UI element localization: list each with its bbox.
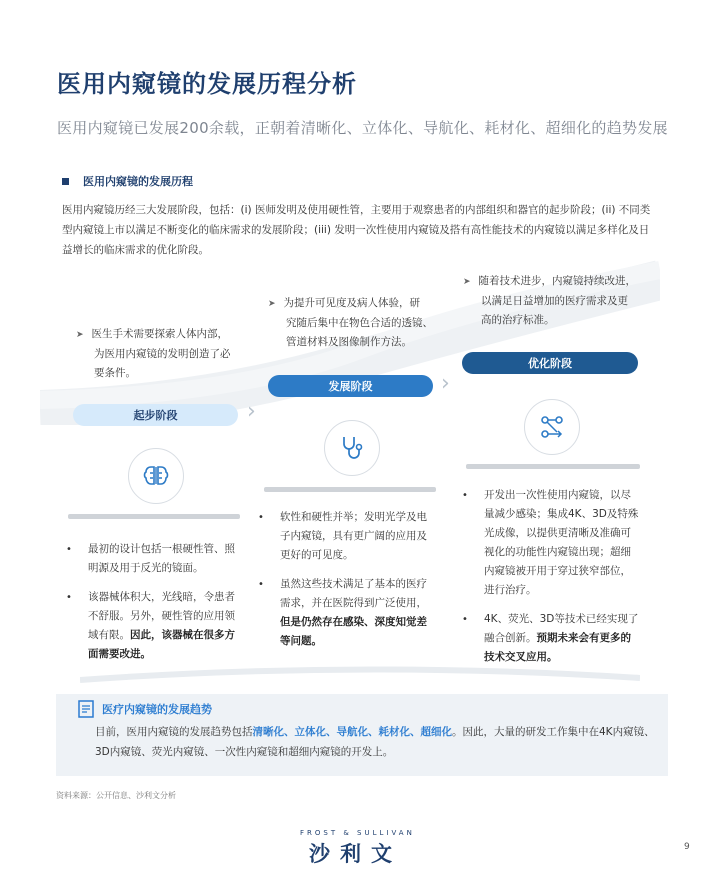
stage2-pill: 发展阶段 [268,375,433,397]
list-item: • 最初的设计包括一根硬性管、照 明源及用于反光的镜面。 [66,543,235,574]
trends-text: 目前，医用内窥镜的发展趋势包括清晰化、立体化、导航化、耗材化、超细化。因此，大量的研发工作集中在4K内窥镜、3D内窥镜、荧光内窥镜、一次性内窥镜和超细内窥镜的开发上。 [95,726,655,758]
chevron-right-icon: › [441,371,450,396]
stage2-icon-circle [324,420,380,476]
trends-heading: 医疗内窥镜的发展趋势 [78,700,212,718]
list-item: • 开发出一次性使用内窥镜，以尽 量减少感染；集成4K、3D及特殊 光成像，以提供更清晰及准确可 视化的功能性内窥镜出现；超细 内窥镜被开用于穿过狭窄部位， 进行治疗。 [462,489,639,596]
stage1-goal: ➤ 医生手术需要探索人体内部， 为医用内窥镜的发明创造了必 要条件。 [76,328,231,379]
stage1-bullets [66,540,246,674]
arrow-bullet-icon: ➤ [463,277,471,287]
stage3-divider [466,464,640,469]
list-item: • 软性和硬性并举；发明光学及电 子内窥镜，具有更广阔的应用及 更好的可见度。 [258,511,427,561]
stage3-pill: 优化阶段 [462,352,638,374]
stage3-icon-circle [524,399,580,455]
workflow-icon [537,412,567,442]
logo-text-cn: 沙利文 [309,842,402,866]
intro-paragraph: 医用内窥镜历经三大发展阶段，包括：(i) 医师发明及使用硬性管，主要用于观察患者的内部组织和器官的起步阶段；(ii) 不同类型内窥镜上市以满足不断变化的临床需求的发展阶段；(iii) 发明一次性使用内窥镜及搭有高性能技术的内窥镜以满足多样化及日益增长的临床需求的优化阶段。 [62,204,651,256]
brain-icon [141,461,171,491]
document-icon [78,700,94,718]
stage2-divider [264,487,436,492]
list-item: • 虽然这些技术满足了基本的医疗 需求，并在医院得到广泛使用， 但是仍然存在感染、深度知觉差 等问题。 [258,578,427,647]
arrow-bullet-icon: ➤ [76,330,84,340]
page-subtitle: 医用内窥镜已发展200余载，正朝着清晰化、立体化、导航化、耗材化、超细化的趋势发展 [57,119,668,137]
source-note: 资料来源：公开信息、沙利文分析 [56,791,176,800]
section-heading [62,173,193,189]
stethoscope-icon [337,433,367,463]
stage1-icon-circle [128,448,184,504]
chevron-right-icon: › [247,399,256,424]
stage2-goal: ➤ 为提升可见度及病人体验，研 究随后集中在物色合适的透镜、 管道材料及图像制作方法。 [268,297,433,348]
stage1-pill: 起步阶段 [73,404,238,426]
stage2-bullets [258,508,443,661]
list-item: • 该器械体积大，光线暗，令患者 不舒服。另外，硬性管的应用领 域有限。因此，该器械在很多方 面需要改进。 [66,591,235,660]
stage1-divider [68,514,240,519]
page-title: 医用内窥镜的发展历程分析 [57,70,357,98]
section-heading-text: 医用内窥镜的发展历程 [83,175,193,188]
logo-text-en: FROST & SULLIVAN [300,829,415,837]
list-item: • 4K、荧光、3D等技术已经实现了 融合创新。预期未来会有更多的 技术交叉应用。 [462,613,639,663]
page-number: 9 [684,842,690,852]
stage3-goal: ➤ 随着技术进步，内窥镜持续改进， 以满足日益增加的医疗需求及更 高的治疗标准。 [463,275,637,326]
arrow-bullet-icon: ➤ [268,299,276,309]
stage3-bullets [462,486,657,677]
square-bullet-icon [62,178,69,185]
